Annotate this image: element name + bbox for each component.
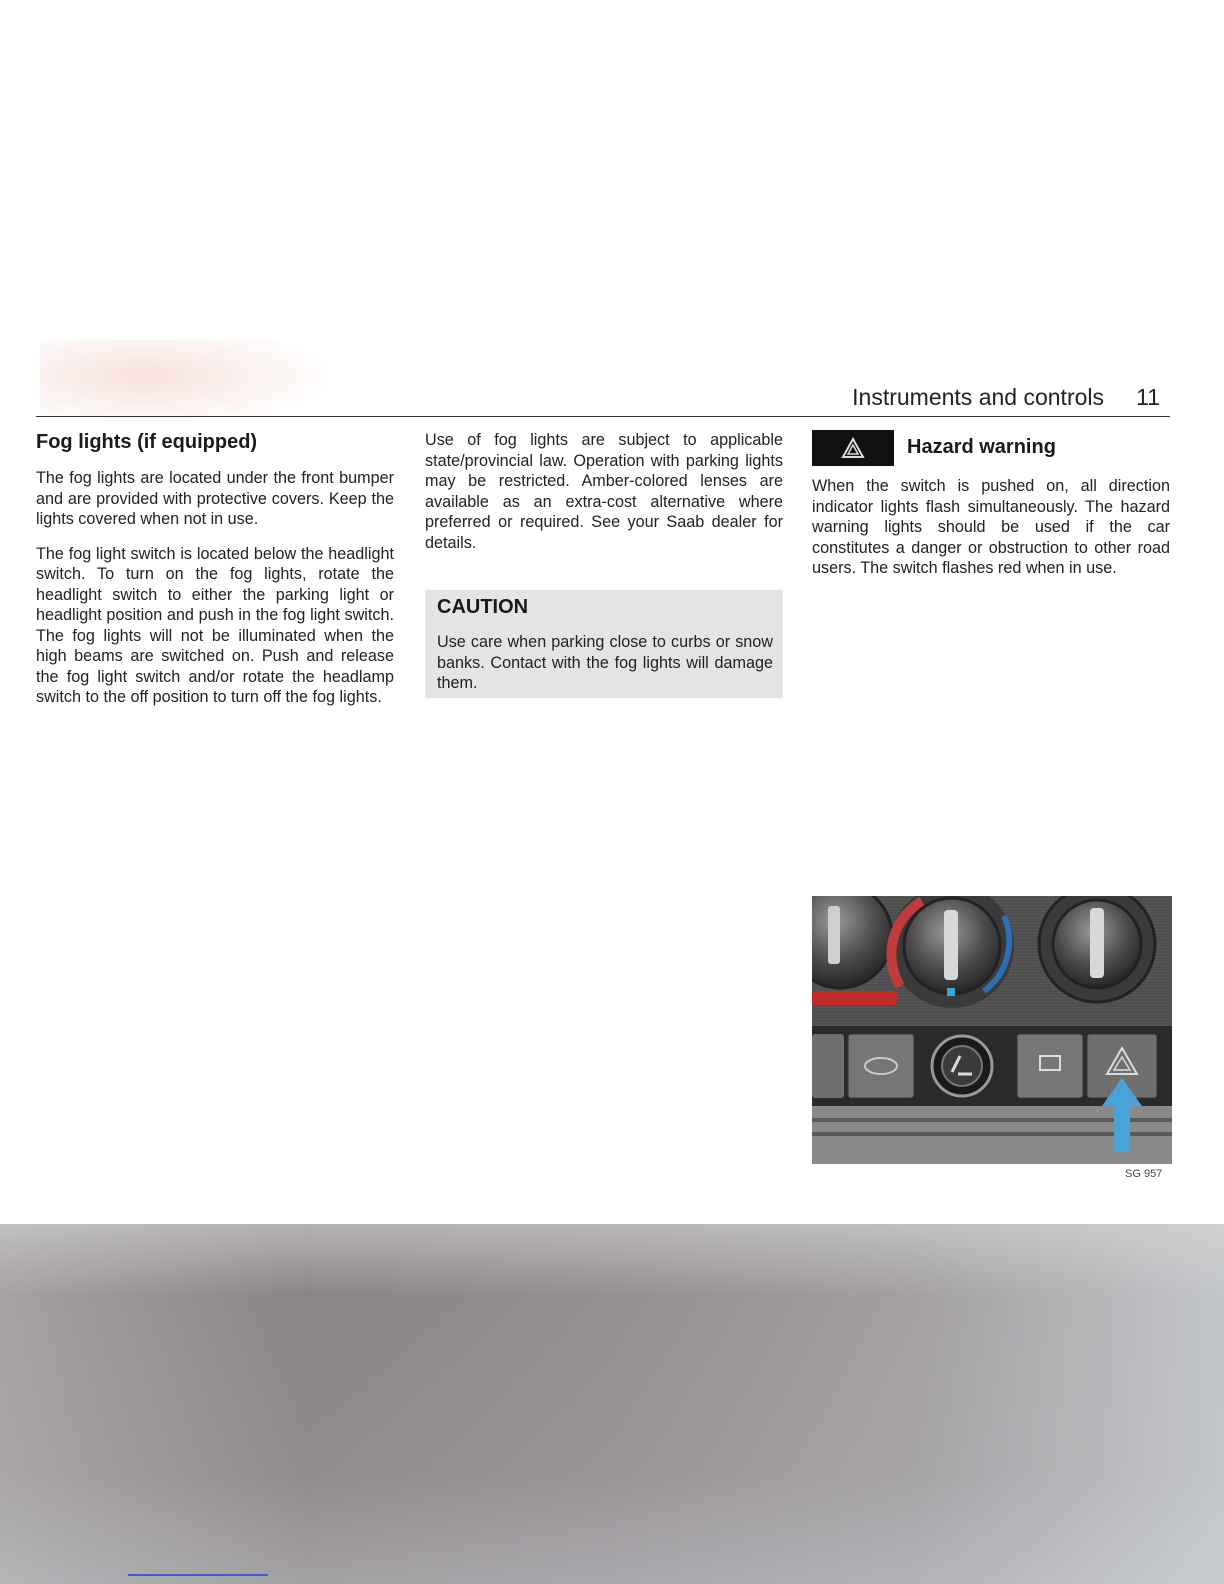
hazard-text: When the switch is pushed on, all direction indicator lights flash simultaneously. The hazard warning lights should be used if the car constitutes a danger or obstruction to other road users. The switch flashes red when in use. — [812, 477, 1170, 577]
caution-title: CAUTION — [437, 596, 529, 618]
section-title: Instruments and controls — [852, 384, 1104, 410]
scan-background-band — [0, 1224, 1224, 1584]
dashboard-illustration — [812, 896, 1172, 1164]
fog-lights-column — [36, 430, 394, 722]
fog-lights-paragraph-1: The fog lights are located under the front bumper and are provided with protective covers. Keep the lights covered when not in use. — [36, 469, 394, 528]
hazard-badge — [812, 430, 894, 466]
fog-lights-paragraph-2: The fog light switch is located below the headlight switch. To turn on the fog lights, rotate the headlight switch to either the parking light or headlight position and push in the fog light switch. The fog lights will not be illuminated when the high beams are switched on. Push and release the fog light switch and/or rotate the headlamp switch to the off position to turn off the fog lights. — [36, 544, 394, 706]
fog-lights-paragraph-3: Use of fog lights are subject to applicable state/provincial law. Operation with parking lights may be restricted. Amber-colored lenses are available as an extra-cost alternative where preferred or required. See your Saab dealer for details. — [425, 431, 783, 552]
hazard-triangle-icon — [841, 437, 865, 459]
blue-underline — [128, 1574, 268, 1576]
hazard-column — [812, 430, 1170, 593]
photo-caption: SG 957 — [1125, 1168, 1163, 1180]
fog-lights-heading: Fog lights (if equipped) — [36, 431, 258, 453]
caution-box — [425, 590, 783, 698]
dashboard-photo — [812, 896, 1172, 1164]
caution-text: Use care when parking close to curbs or snow banks. Contact with the fog lights will damage them. — [437, 633, 773, 692]
fog-lights-law-column — [425, 430, 783, 567]
hazard-heading-row — [812, 430, 1170, 468]
hazard-heading: Hazard warning — [907, 436, 1056, 458]
page-number: 11 — [1136, 384, 1160, 410]
page-header — [36, 378, 1170, 417]
